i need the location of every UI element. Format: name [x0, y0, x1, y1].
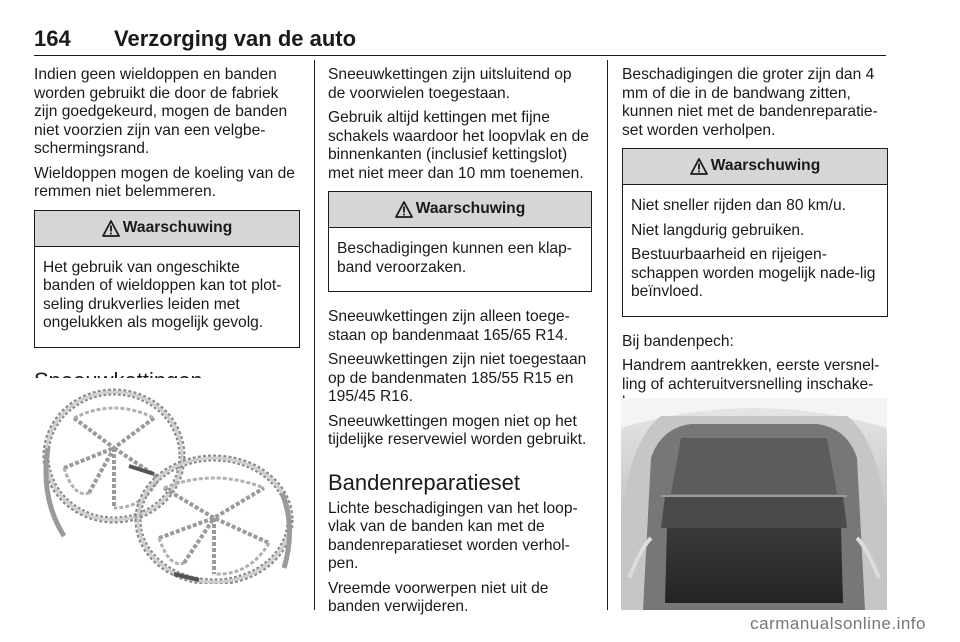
paragraph: Sneeuwkettingen mogen niet op het tijdelijke reservewiel worden gebruikt.: [328, 412, 587, 448]
warning-title: Waarschuwing: [710, 157, 821, 175]
section-heading: Bandenreparatieset: [328, 469, 521, 495]
page-number: 164: [34, 26, 71, 51]
warning-header: [623, 149, 887, 185]
column-middle: [328, 66, 592, 623]
warning-header: [329, 192, 591, 228]
paragraph: Indien geen wieldoppen en banden worden gebruikt die door de fabriek zijn goedgekeurd, mogen de banden niet voorzien zijn van een velgbe-schermingsrand.: [34, 66, 288, 157]
column-divider: [314, 60, 315, 610]
warning-triangle-icon: [395, 201, 413, 218]
paragraph: Beschadigingen die groter zijn dan 4 mm of die in de bandwang zitten, kunnen niet met de bandenreparatie-set worden verholpen.: [622, 66, 878, 139]
paragraph: Handrem aantrekken, eerste versnel-ling of achteruitversnelling inschake-: [622, 357, 880, 393]
warning-header: [35, 211, 299, 247]
warning-body: [35, 247, 299, 347]
paragraph: Sneeuwkettingen zijn alleen toege-staan op bandenmaat 165/65 R14.: [328, 308, 570, 344]
warning-box: [34, 210, 300, 348]
column-left: [34, 66, 300, 408]
page-header: [34, 26, 886, 56]
warning-text: Beschadigingen kunnen een klap-band veroorzaken.: [337, 240, 572, 276]
warning-box: [622, 148, 888, 317]
column-divider: [607, 60, 608, 610]
paragraph: Wieldoppen mogen de koeling van de remmen niet belemmeren.: [34, 164, 295, 200]
warning-title: Waarschuwing: [415, 200, 526, 218]
car-trunk-photo: [621, 398, 887, 610]
paragraph: Sneeuwkettingen zijn niet toegestaan op de bandenmaten 185/55 R15 en 195/45 R16.: [328, 351, 587, 405]
warning-box: [328, 191, 592, 292]
warning-line: Bestuurbaarheid en rijeigen-schappen worden mogelijk nade-lig beïnvloed.: [631, 246, 876, 300]
warning-body: [623, 185, 887, 316]
paragraph: Bij bandenpech:: [622, 332, 734, 350]
paragraph: Gebruik altijd kettingen met fijne schakels waardoor het loopvlak en de binnenkanten (inclusief kettingslot) met niet meer dan 10 mm toenemen.: [328, 109, 589, 182]
column-right: [622, 66, 888, 419]
snow-chains-illustration: [34, 378, 298, 584]
warning-body: [329, 228, 591, 291]
warning-line: Niet langdurig gebruiken.: [631, 221, 805, 239]
paragraph: Sneeuwkettingen zijn uitsluitend op de voorwielen toegestaan.: [328, 66, 572, 102]
warning-triangle-icon: [102, 220, 120, 237]
warning-title: Waarschuwing: [122, 218, 233, 236]
watermark: carmanualsonline.info: [750, 614, 926, 633]
warning-text: Het gebruik van ongeschikte banden of wieldoppen kan tot plot-seling drukverlies leiden met ongelukken als mogelijk gevolg.: [43, 258, 282, 331]
paragraph: Lichte beschadigingen van het loop-vlak van de banden kan met de bandenreparatieset worden verhol-pen.: [328, 499, 578, 572]
paragraph: Vreemde voorwerpen niet uit de banden verwijderen.: [328, 579, 549, 615]
page-title: Verzorging van de auto: [114, 26, 357, 51]
warning-line: Niet sneller rijden dan 80 km/u.: [631, 197, 846, 214]
warning-triangle-icon: [690, 158, 708, 175]
